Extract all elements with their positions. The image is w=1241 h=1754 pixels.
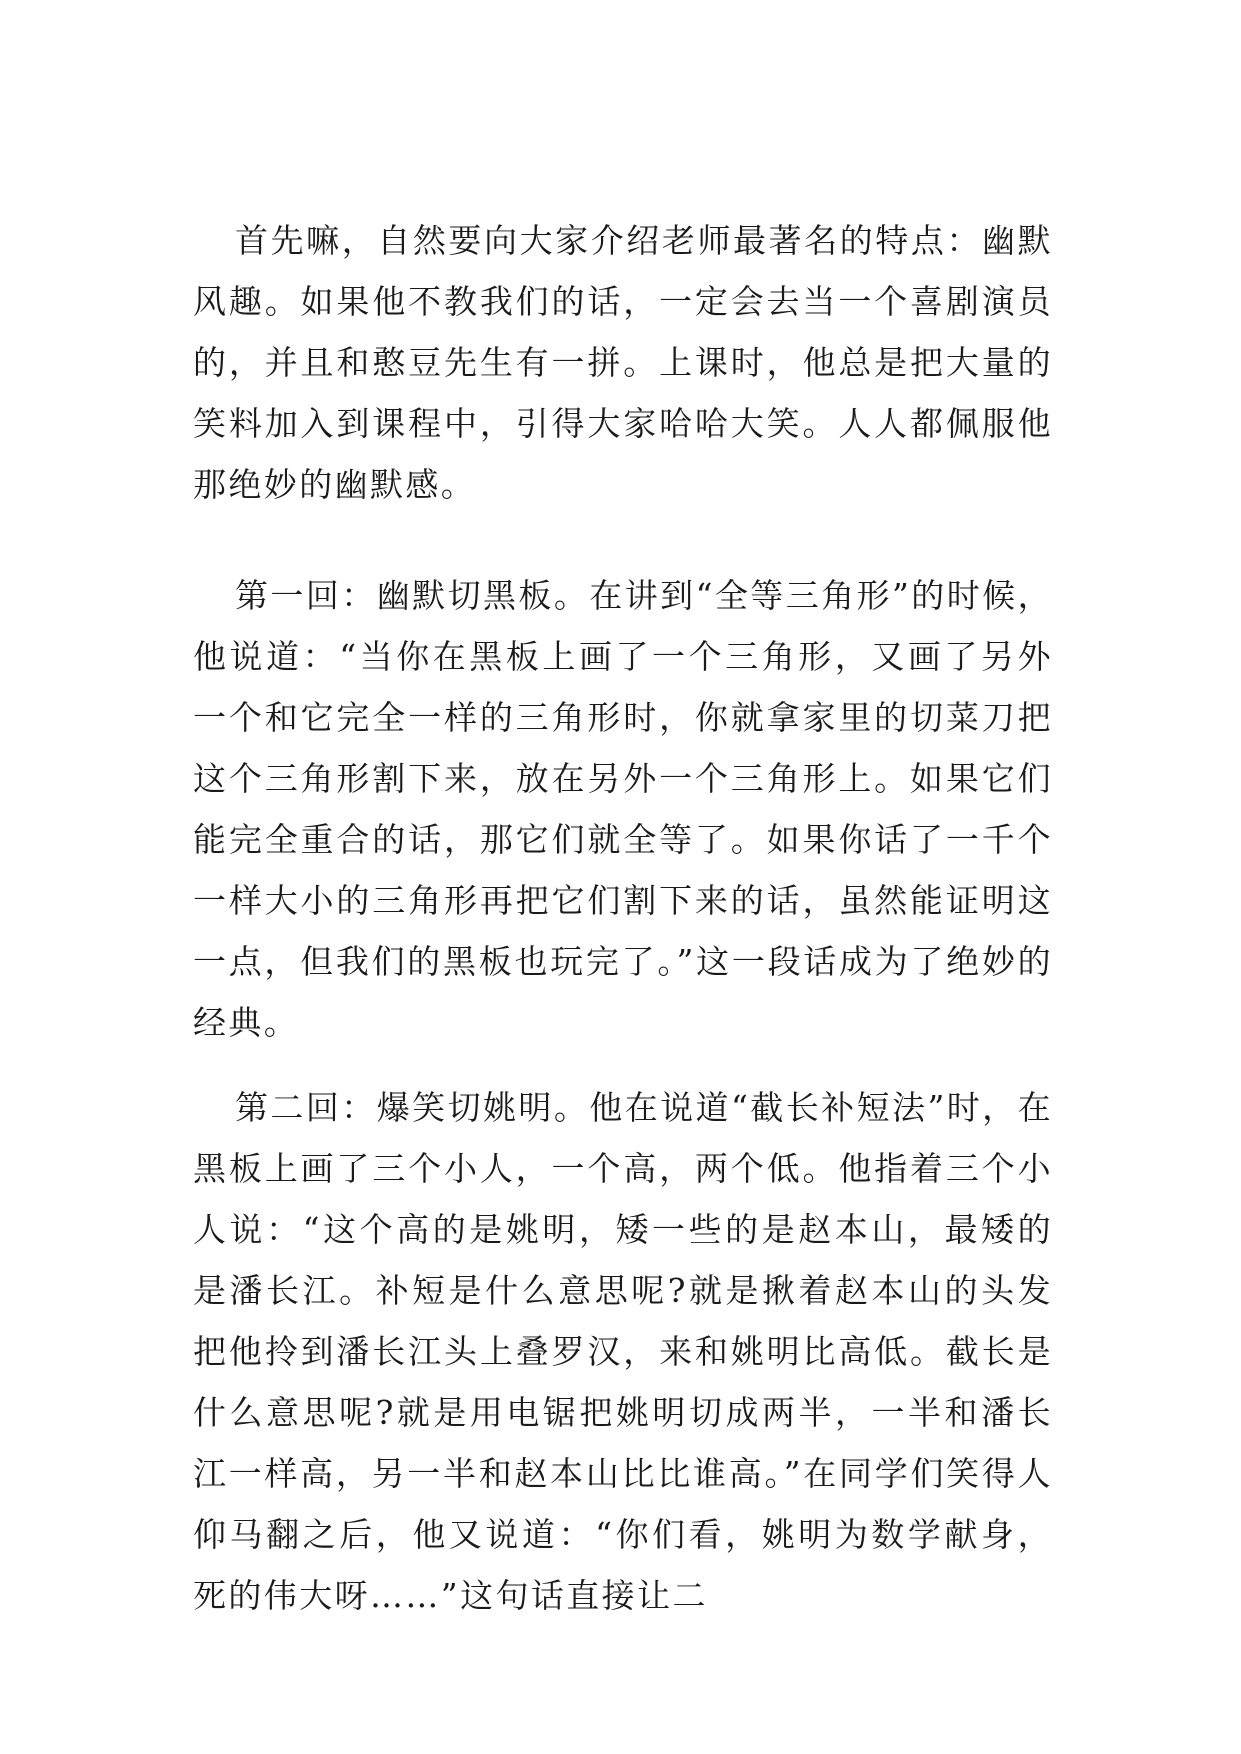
paragraph-first-episode: 第一回：幽默切黑板。在讲到“全等三角形”的时候，他说道：“当你在黑板上画了一个三角形，又画了另外一个和它完全一样的三角形时，你就拿家里的切菜刀把这个三角形割下来，放在另外一个三角形上。如果它们能完全重合的话，那它们就全等了。如果你话了一千个一样大小的三角形再把它们割下来的话，虽然能证明这一点，但我们的黑板也玩完了。”这一段话成为了绝妙的经典。 [193, 576, 1053, 1042]
paragraph-intro-humor: 首先嘛，自然要向大家介绍老师最著名的特点：幽默风趣。如果他不教我们的话，一定会去当一个喜剧演员的，并且和憨豆先生有一拼。上课时，他总是把大量的笑料加入到课程中，引得大家哈哈大笑。人人都佩服他那绝妙的幽默感。 [193, 221, 1053, 504]
paragraph-second-episode: 第二回：爆笑切姚明。他在说道“截长补短法”时，在黑板上画了三个小人，一个高，两个低。他指着三个小人说：“这个高的是姚明，矮一些的是赵本山，最矮的是潘长江。补短是什么意思呢?就是揪着赵本山的头发把他拎到潘长江头上叠罗汉，来和姚明比高低。截长是什么意思呢?就是用电锯把姚明切成两半，一半和潘长江一样高，另一半和赵本山比比谁高。”在同学们笑得人仰马翻之后，他又说道：“你们看，姚明为数学献身，死的伟大呀……”这句话直接让二 [193, 1088, 1053, 1615]
